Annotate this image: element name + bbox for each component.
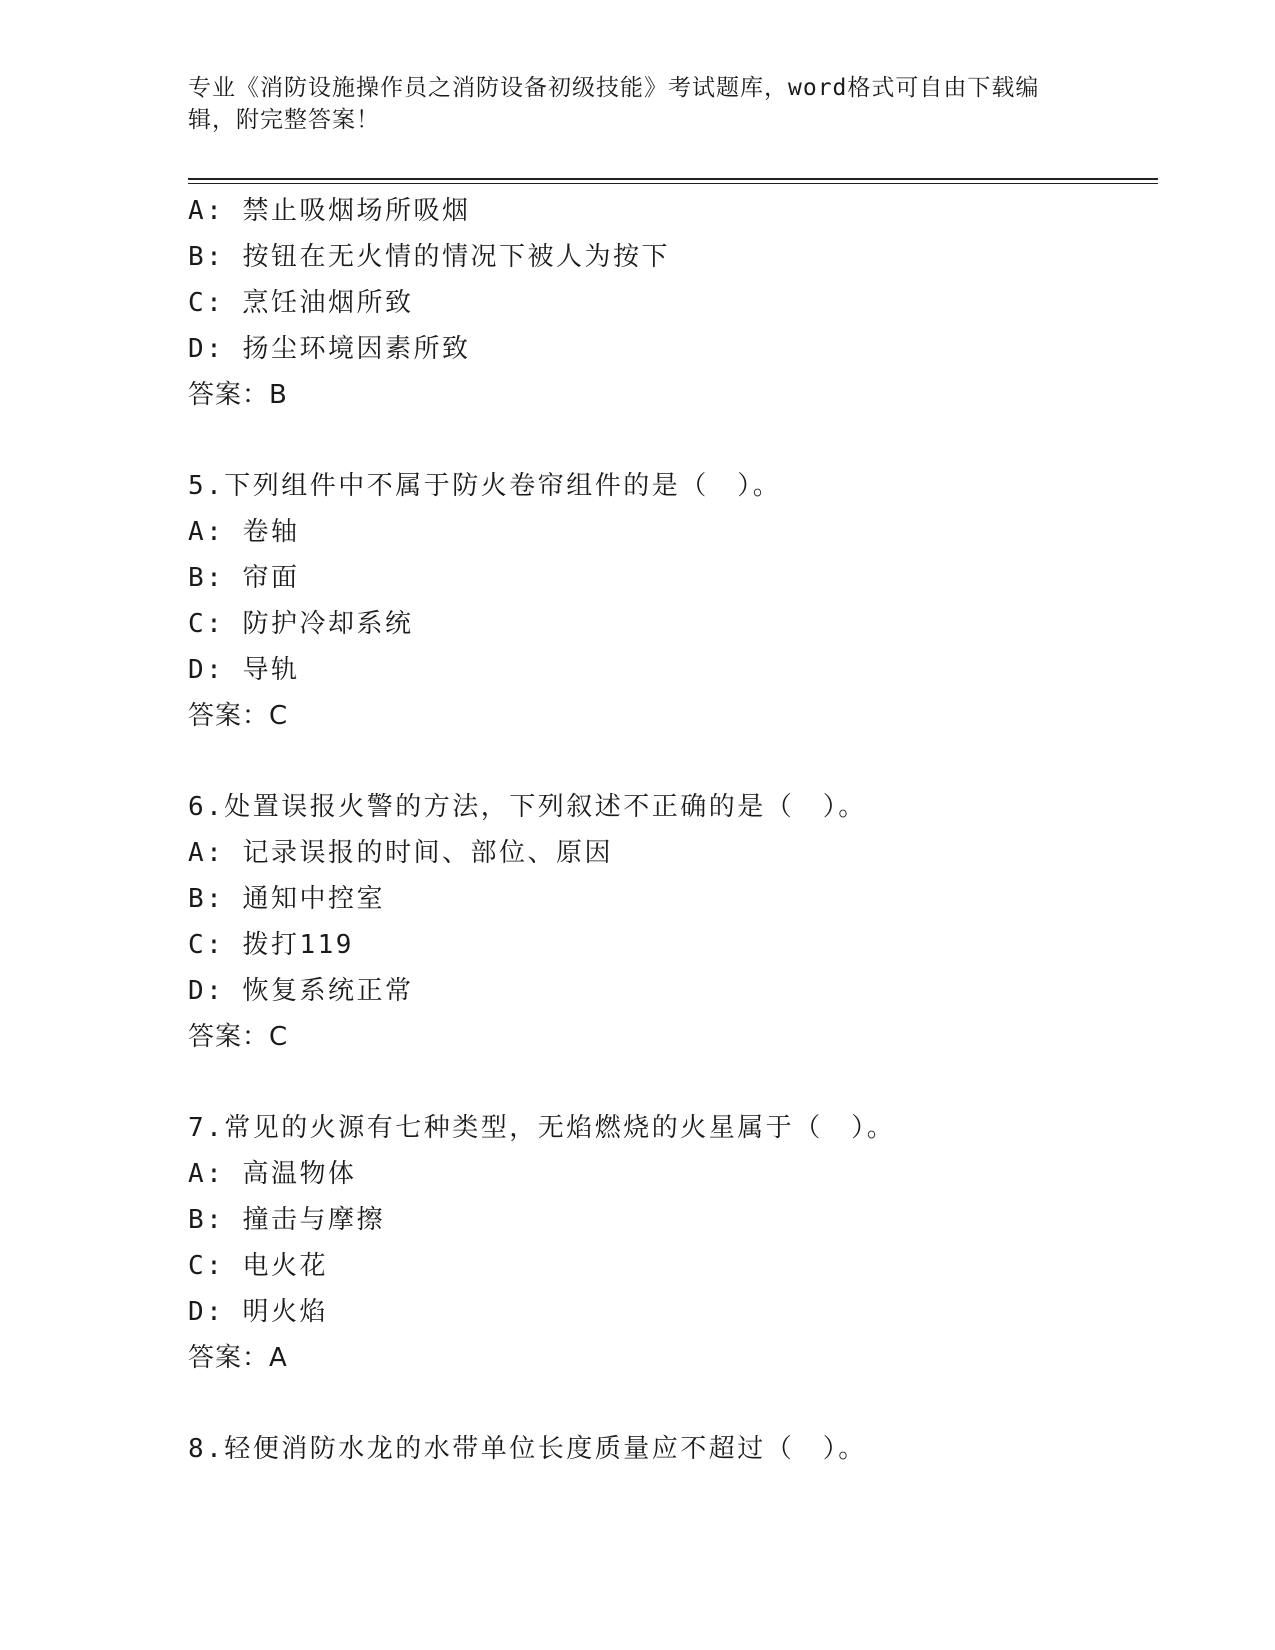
option-b: B: 帘面 bbox=[188, 563, 300, 593]
option-a: A: 高温物体 bbox=[188, 1159, 357, 1189]
option-d: D: 扬尘环境因素所致 bbox=[188, 334, 471, 364]
spacer bbox=[188, 739, 1158, 784]
answer-line: 答案：C bbox=[188, 701, 289, 731]
option-d: D: 明火焰 bbox=[188, 1297, 328, 1327]
header-divider-thin bbox=[188, 183, 1158, 184]
option-a: A: 卷轴 bbox=[188, 517, 300, 547]
question-stem: 6.处置误报火警的方法，下列叙述不正确的是（ ）。 bbox=[188, 792, 867, 822]
question-list bbox=[188, 188, 1158, 1472]
question-7 bbox=[188, 1105, 1158, 1381]
option-d: D: 恢复系统正常 bbox=[188, 976, 414, 1006]
spacer bbox=[188, 1060, 1158, 1105]
option-c: C: 拨打119 bbox=[188, 930, 354, 960]
question-partial bbox=[188, 188, 1158, 418]
question-stem: 8.轻便消防水龙的水带单位长度质量应不超过（ ）。 bbox=[188, 1434, 867, 1464]
header-divider-thick bbox=[188, 178, 1158, 180]
spacer bbox=[188, 418, 1158, 463]
question-stem: 5.下列组件中不属于防火卷帘组件的是（ ）。 bbox=[188, 471, 782, 501]
answer-line: 答案：B bbox=[188, 380, 288, 410]
option-a: A: 记录误报的时间、部位、原因 bbox=[188, 838, 613, 868]
answer-line: 答案：A bbox=[188, 1343, 288, 1373]
document-header: 专业《消防设施操作员之消防设备初级技能》考试题库，word格式可自由下载编辑，附完整答案！ bbox=[188, 75, 1040, 133]
option-b: B: 按钮在无火情的情况下被人为按下 bbox=[188, 242, 670, 272]
option-c: C: 防护冷却系统 bbox=[188, 609, 414, 639]
option-c: C: 电火花 bbox=[188, 1251, 328, 1281]
question-5 bbox=[188, 463, 1158, 739]
question-6 bbox=[188, 784, 1158, 1060]
answer-line: 答案：C bbox=[188, 1022, 289, 1052]
spacer bbox=[188, 1381, 1158, 1426]
option-d: D: 导轨 bbox=[188, 655, 300, 685]
option-b: B: 通知中控室 bbox=[188, 884, 385, 914]
option-a: A: 禁止吸烟场所吸烟 bbox=[188, 196, 471, 226]
question-8 bbox=[188, 1426, 1158, 1472]
option-b: B: 撞击与摩擦 bbox=[188, 1205, 385, 1235]
option-c: C: 烹饪油烟所致 bbox=[188, 288, 414, 318]
question-stem: 7.常见的火源有七种类型，无焰燃烧的火星属于（ ）。 bbox=[188, 1113, 896, 1143]
